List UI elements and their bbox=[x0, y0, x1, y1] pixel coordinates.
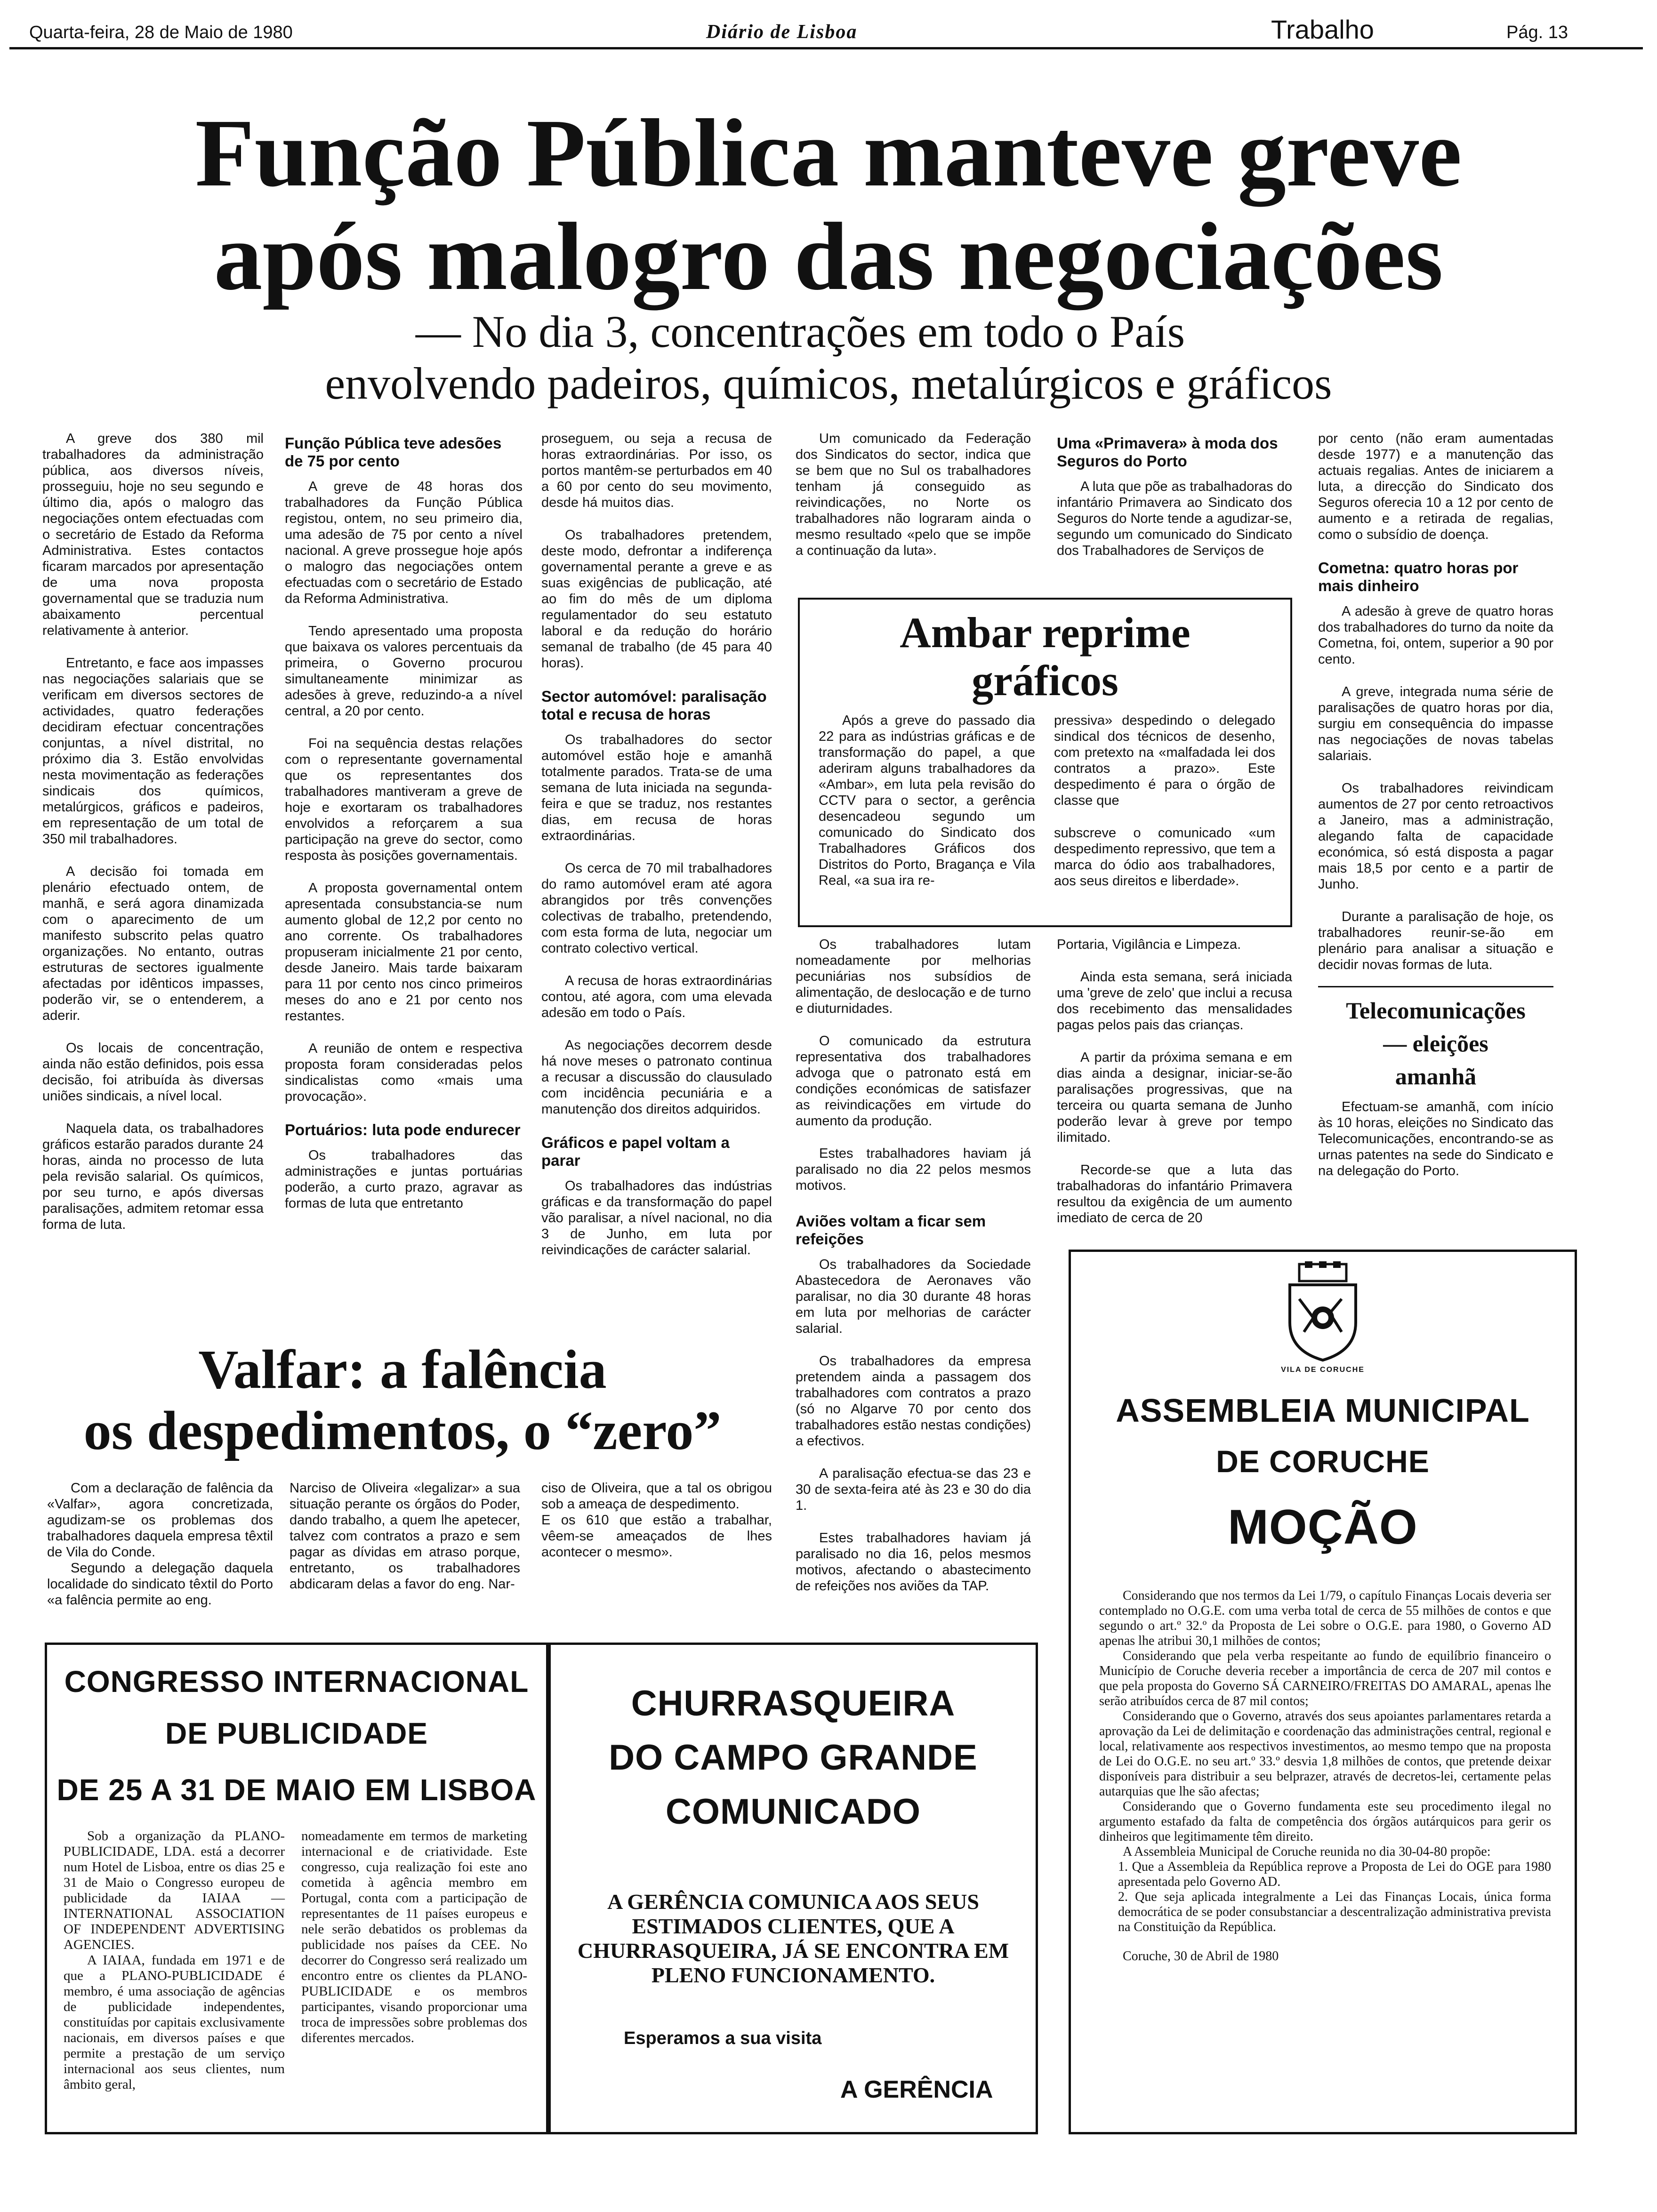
churrasqueira-title-2: DO CAMPO GRANDE bbox=[609, 1738, 978, 1778]
main-col-2 bbox=[285, 431, 523, 1228]
page-header bbox=[0, 14, 1657, 52]
congresso-col-1 bbox=[64, 1828, 285, 2109]
paragraph: A greve de 48 horas dos trabalhadores da Função Pública registou, ontem, no seu primeiro dia, uma adesão de 75 por cento a nível nacional. A greve prossegue hoje após o malogro das negociações ontem efectuadas com o secretário de Estado da Reforma Administrativa. bbox=[285, 479, 523, 606]
telecom-title-line2: — eleições bbox=[1383, 1030, 1488, 1057]
coruche-seal-text: VILA DE CORUCHE bbox=[1281, 1366, 1365, 1374]
main-col-5-top bbox=[1057, 431, 1292, 575]
paragraph: por cento (não eram aumentadas desde 1977) e a manutenção das actuais regalias. Antes de iniciarem a luta, a direcção do Sindicato dos Seguros oferecia 10 a 12 por cento de aumento e a retirada de regalias, como o subsídio de doença. bbox=[1318, 431, 1553, 542]
paragraph: Os cerca de 70 mil trabalhadores do ramo automóvel eram até agora abrangidos por três convenções colectivas de trabalho, pretendendo, com esta forma de luta, negociar um contrato colectivo vertical. bbox=[541, 861, 772, 956]
main-headline-line2: após malogro das negociações bbox=[214, 202, 1443, 310]
churrasqueira-title-1: CHURRASQUEIRA bbox=[631, 1683, 956, 1723]
paragraph: Um comunicado da Federação dos Sindicatos do sector, indica que se bem que no Sul os trabalhadores tenham já conseguido as reivindicações, no Norte os trabalhadores não lograram ainda o mesmo resultado «pelo que se impõe a continuação da luta». bbox=[796, 431, 1031, 558]
paragraph: ciso de Oliveira, que a tal os obrigou sob a ameaça de despedimento. E os 610 que estão a trabalhar, vêem-se ameaçados de lhes acontecer o mesmo». bbox=[541, 1481, 772, 1560]
coruche-title-2: DE CORUCHE bbox=[1216, 1444, 1430, 1479]
paragraph: A adesão à greve de quatro horas dos trabalhadores do turno da noite da Cometna, foi, ontem, superior a 90 por cento. bbox=[1318, 604, 1553, 667]
paragraph: As negociações decorrem desde há nove meses o patronato continua a recusar a discussão do clausulado com incidência pecuniária e a manutenção dos direitos adquiridos. bbox=[541, 1038, 772, 1117]
main-headline-line1: Função Pública manteve greve bbox=[195, 99, 1462, 207]
congresso-title-1: CONGRESSO INTERNACIONAL bbox=[64, 1665, 529, 1699]
ambar-title-line2: gráficos bbox=[972, 657, 1118, 705]
masthead: Diário de Lisboa bbox=[706, 21, 858, 43]
coruche-date: Coruche, 30 de Abril de 1980 bbox=[1123, 1949, 1279, 1964]
paragraph: Ainda esta semana, será iniciada uma 'greve de zelo' que inclui a recusa dos recebimento das mensalidades pagas pelos pais das crianças. bbox=[1057, 970, 1292, 1033]
ambar-title-line1: Ambar reprime bbox=[900, 609, 1190, 657]
paragraph: A IAIAA, fundada em 1971 e de que a PLANO-PUBLICIDADE é membro, é uma associação de agências de publicidade independentes, constituídas por capitais exclusivamente nacionais, em diversos países e que permite a prestação de um serviço internacional aos seus clientes, num âmbito geral, bbox=[64, 1953, 285, 2092]
valfar-col-1 bbox=[47, 1480, 273, 1625]
paragraph: Segundo a delegação daquela localidade do sindicato têxtil do Porto «a falência permite ao eng. bbox=[47, 1561, 273, 1608]
paragraph: nomeadamente em termos de marketing internacional e de criatividade. Este congresso, cuja realização foi este ano cometida à agência membro em Portugal, conta com a participação de representantes de 11 países europeus e nele serão debatidos os problemas da publicidade nos países da CEE. No decorrer do Congresso será realizado um encontro entre os clientes da PLANO-PUBLICIDADE e os membros participantes, visando proporcionar uma troca de impressões sobre problemas dos diferentes mercados. bbox=[301, 1828, 527, 2045]
paragraph: A recusa de horas extraordinárias contou, até agora, com uma elevada adesão em todo o País. bbox=[541, 973, 772, 1020]
coat-of-arms-icon bbox=[1271, 1261, 1375, 1365]
coruche-seal bbox=[1271, 1261, 1375, 1365]
paragraph: A partir da próxima semana e em dias ainda a designar, iniciar-se-ão paralisações progressivas, que na terceira ou quarta semana de Junho poderão levar à greve por tempo ilimitado. bbox=[1057, 1050, 1292, 1145]
paragraph: Narciso de Oliveira «legalizar» a sua situação perante os órgãos do Poder, dando trabalho, a quem lhe apetecer, talvez com contratos a prazo e sem pagar as dívidas em atraso porque, entretanto, os trabalhadores abdicaram delas a favor do eng. Nar- bbox=[290, 1481, 520, 1592]
header-date: Quarta-feira, 28 de Maio de 1980 bbox=[29, 23, 293, 42]
list-item: 1. Que a Assembleia da República reprove a Proposta de Lei do OGE para 1980 apresentada pelo Governo AD. bbox=[1118, 1859, 1551, 1889]
paragraph: Os locais de concentração, ainda não estão definidos, pois essa decisão, foi atribuída às diversas uniões sindicais, a nível local. bbox=[42, 1041, 264, 1104]
ambar-box bbox=[798, 598, 1292, 927]
subheading-portuarios: Portuários: luta pode endurecer bbox=[285, 1121, 521, 1138]
paragraph: subscreve o comunicado «um despedimento repressivo, que tem a marca do ódio aos trabalhadores, aos seus direitos e liberdade». bbox=[1054, 825, 1275, 889]
subheading-cometna: Cometna: quatro horas por mais dinheiro bbox=[1318, 559, 1519, 594]
paragraph: Recorde-se que a luta das trabalhadoras do infantário Primavera resultou da exigência de um aumento imediato de cerca de 20 bbox=[1057, 1162, 1292, 1226]
congresso-col-2 bbox=[301, 1828, 527, 2062]
churrasqueira-footer-right: A GERÊNCIA bbox=[840, 2076, 993, 2103]
paragraph: A proposta governamental ontem apresentada consubstancia-se num aumento global de 12,2 por cento no ano corrente. Os trabalhadores propuseram inicialmente 21 por cento, desde Janeiro. Mais tarde baixaram para 11 por cento nos cinco primeiros meses do ano e 21 por cento nos restantes. bbox=[285, 881, 523, 1024]
ambar-col-1 bbox=[819, 713, 1035, 905]
paragraph: A reunião de ontem e respectiva proposta foram consideradas pelos sindicalistas como «mais uma provocação». bbox=[285, 1041, 523, 1104]
paragraph: Durante a paralisação de hoje, os trabalhadores reunir-se-ão em plenário para analisar a situação e decidir novas formas de luta. bbox=[1318, 909, 1553, 972]
list-item: 2. Que seja aplicada integralmente a Lei das Finanças Locais, única forma democrática de se poder consubstanciar a descentralização administrativa prevista na Constituição da República. bbox=[1118, 1890, 1551, 1934]
paragraph: Considerando que o Governo, através dos seus apoiantes parlamentares retarda a aprovação da Lei de delimitação e coordenação das administrações central, regional e local, relativamente aos respectivos investimentos, ao mesmo tempo que na proposta de Lei do O.G.E. no seu art.º 33.º desvia 1,8 milhões de contos, que pretende deixar disponíveis para distribuir a seu belprazer, através de decretos-lei, certamente pelas autarquias que lhe são afectas; bbox=[1099, 1709, 1551, 1799]
churrasqueira-footer-left: Esperamos a sua visita bbox=[624, 2028, 822, 2048]
paragraph: Após a greve do passado dia 22 para as indústrias gráficas e de transformação do papel, a que aderiram alguns trabalhadores da «Ambar», em luta pela revisão do CCTV para o sector, a gerência desencadeou segundo um comunicado do Sindicato dos Trabalhadores Gráficos dos Distritos do Porto, Bragança e Vila Real, «a sua ira re- bbox=[819, 713, 1035, 888]
paragraph: A greve, integrada numa série de paralisações de quatro horas por dia, surgiu em consequência do impasse nas negociações de novas tabelas salariais. bbox=[1318, 684, 1553, 763]
subheading-avioes: Aviões voltam a ficar sem refeições bbox=[796, 1212, 986, 1248]
paragraph: Foi na sequência destas relações com o representante governamental que os representantes dos trabalhadores mantiveram a greve de hoje e exortaram os trabalhadores envolvidos a reforçarem a sua participação na greve do sector, como resposta às posições governamentais. bbox=[285, 736, 523, 863]
paragraph: Tendo apresentado uma proposta que baixava os valores percentuais da primeira, o Governo procurou simultaneamente minimizar as adesões à greve, reduzindo-a a nível central, a 20 por cento. bbox=[285, 624, 523, 719]
paragraph: Os trabalhadores pretendem, deste modo, defrontar a indiferença governamental perante a greve e as suas exigências de publicação, até ao fim do mês de um diploma regulamentador do seu estatuto laboral e da redução do horário semanal de trabalho (de 45 para 40 horas). bbox=[541, 528, 772, 671]
coruche-title-1: ASSEMBLEIA MUNICIPAL bbox=[1116, 1392, 1530, 1429]
congresso-title-2: DE PUBLICIDADE bbox=[165, 1716, 428, 1750]
paragraph: Portaria, Vigilância e Limpeza. bbox=[1057, 937, 1241, 952]
paragraph: proseguem, ou seja a recusa de horas extraordinárias. Por isso, os portos mantêm-se perturbados em 40 a 60 por cento do seu movimento, desde há muitos dias. bbox=[541, 431, 772, 510]
paragraph: Considerando que o Governo fundamenta este seu procedimento ilegal no argumento estafado da falta de competência dos órgãos autárquicos para gerir os dinheiros que legitimamente têm direito. bbox=[1099, 1799, 1551, 1844]
paragraph: Entretanto, e face aos impasses nas negociações salariais que se verificam em diversos sectores de actividades, quatro federações decidiram efectuar concentrações conjuntas, a nível distrital, no próximo dia 3. Estão envolvidas nesta movimentação as federações sindicais dos químicos, metalúrgicos, gráficos e padeiros, em representação de um total de 350 mil trabalhadores. bbox=[42, 656, 264, 847]
congresso-title-3: DE 25 A 31 DE MAIO EM LISBOA bbox=[56, 1773, 537, 1807]
paragraph: A decisão foi tomada em plenário efectuado ontem, de manhã, e será agora dinamizada com o aparecimento de um manifesto subscrito pelas quatro organizações. No entanto, outras estruturas de sectores igualmente afectadas por idênticos impasses, poderão vir, se o entenderem, a aderir. bbox=[42, 864, 264, 1023]
subheading-primavera: Uma «Primavera» à moda dos Seguros do Porto bbox=[1057, 434, 1278, 470]
page-number: Pág. 13 bbox=[1506, 23, 1568, 42]
main-col-4-bottom bbox=[796, 937, 1031, 1611]
paragraph: pressiva» despedindo o delegado sindical dos técnicos de desenho, com pretexto na «malfadada lei dos contratos a prazo». Este despedimento é para o órgão de classe que bbox=[1054, 713, 1275, 808]
telecom-body bbox=[1318, 1099, 1553, 1195]
paragraph: Os trabalhadores das administrações e juntas portuárias poderão, a curto prazo, agravar as formas de luta que entretanto bbox=[285, 1148, 523, 1211]
paragraph: Os trabalhadores da Sociedade Abastecedora de Aeronaves vão paralisar, no dia 30 durante 48 horas em luta por melhorias de carácter salarial. bbox=[796, 1257, 1031, 1336]
coruche-title-3: MOÇÃO bbox=[1228, 1500, 1418, 1555]
paragraph: O comunicado da estrutura representativa dos trabalhadores advoga que o patronato está em condições económicas de satisfazer as reivindicações em virtude do aumento da produção. bbox=[796, 1034, 1031, 1129]
subheading-funcao-publica: Função Pública teve adesões de 75 por cento bbox=[285, 434, 502, 470]
valfar-title-line2: os despedimentos, o “zero” bbox=[83, 1400, 722, 1461]
main-col-3 bbox=[541, 431, 772, 1274]
paragraph: A paralisação efectua-se das 23 e 30 de sexta-feira até às 23 e 30 do dia 1. bbox=[796, 1466, 1031, 1513]
paragraph: Os trabalhadores da empresa pretendem ainda a passagem dos trabalhadores com contratos a prazo (só no Algarve 70 por cento dos trabalhadores estão nestas condições) a efectivos. bbox=[796, 1354, 1031, 1449]
subheading-sector-automovel: Sector automóvel: paralisação total e recusa de horas bbox=[541, 688, 767, 723]
main-col-1 bbox=[42, 431, 264, 1249]
valfar-title-line1: Valfar: a falência bbox=[198, 1338, 607, 1400]
paragraph: Considerando que nos termos da Lei 1/79, o capítulo Finanças Locais deveria ser contemplado no O.G.E. com uma verba total de cerca de 55 milhões de contos e que segundo o art.º 32.º da Proposta de Lei sobre o O.G.E. para 1980, o Governo AD apenas lhe atribui 30,1 milhões de contos; bbox=[1099, 1588, 1551, 1648]
paragraph: A Assembleia Municipal de Coruche reunida no dia 30-04-80 propõe: bbox=[1123, 1844, 1491, 1859]
paragraph: Os trabalhadores reivindicam aumentos de 27 por cento retroactivos a Janeiro, mas a administração, alegando falta de capacidade económica, só está disposta a pagar mais 18,5 por cento e a partir de Junho. bbox=[1318, 781, 1553, 892]
ad-coruche bbox=[1069, 1250, 1577, 2134]
ad-congresso bbox=[45, 1643, 548, 2134]
main-col-6 bbox=[1318, 431, 1553, 989]
paragraph: Estes trabalhadores haviam já paralisado no dia 22 pelos mesmos motivos. bbox=[796, 1146, 1031, 1193]
paragraph: Naquela data, os trabalhadores gráficos estarão parados durante 24 horas, ainda no processo de luta pela revisão salarial. Os químicos, por seu turno, e após diversas paralisações, admitem retomar essa forma de luta. bbox=[42, 1121, 264, 1232]
main-subtitle-line1: — No dia 3, concentrações em todo o País bbox=[415, 306, 1185, 357]
paragraph: Os trabalhadores lutam nomeadamente por melhorias pecuniárias nos subsídios de alimentação, de deslocação e de turno e diuturnidades. bbox=[796, 937, 1031, 1016]
paragraph: Com a declaração de falência da «Valfar», agora concretizada, agudizam-se os problemas dos trabalhadores daquela empresa têxtil de Vila do Conde. bbox=[47, 1481, 273, 1560]
header-rule bbox=[9, 47, 1643, 49]
paragraph: A luta que põe as trabalhadoras do infantário Primavera ao Sindicato dos Seguros do Norte tende a agudizar-se, segundo um comunicado do Sindicato dos Trabalhadores de Serviços de bbox=[1057, 479, 1292, 558]
paragraph: Os trabalhadores do sector automóvel estão hoje e amanhã totalmente parados. Trata-se de uma semana de luta iniciada na segunda-feira e que se traduz, nos restantes dias, em recusa de horas extraordinárias. bbox=[541, 732, 772, 843]
valfar-col-2 bbox=[290, 1480, 520, 1609]
subheading-graficos-papel: Gráficos e papel voltam a parar bbox=[541, 1134, 730, 1169]
paragraph: A greve dos 380 mil trabalhadores da administração pública, aos diversos níveis, prosseguiu, hoje no seu segundo e último dia, após o malogro das negociações ontem efectuadas com o secretário de Estado da Reforma Administrativa. Estes contactos ficaram marcados por apresentação de uma nova proposta governamental que se traduzia num abaixamento percentual relativamente à anterior. bbox=[42, 431, 264, 638]
ad-churrasqueira bbox=[548, 1643, 1038, 2134]
churrasqueira-title-3: COMUNICADO bbox=[666, 1792, 921, 1832]
paragraph: Estes trabalhadores haviam já paralisado no dia 16, pelos mesmos motivos, afectando o abastecimento de refeições nos aviões da TAP. bbox=[796, 1531, 1031, 1594]
paragraph: Efectuam-se amanhã, com início às 10 horas, eleições no Sindicato das Telecomunicações, encontrando-se as urnas patentes na sede do Sindicato e na delegação do Porto. bbox=[1318, 1099, 1553, 1178]
coruche-body bbox=[1099, 1588, 1551, 1980]
main-col-5-bottom bbox=[1057, 937, 1292, 1242]
paragraph: Os trabalhadores das indústrias gráficas e da transformação do papel vão paralisar, a nível nacional, no dia 3 de Junho, em luta por reivindicações de carácter salarial. bbox=[541, 1178, 772, 1258]
paragraph: Sob a organização da PLANO-PUBLICIDADE, LDA. está a decorrer num Hotel de Lisboa, entre os dias 25 e 31 de Maio o Congresso europeu de publicidade da IAIAA — INTERNATIONAL ASSOCIATION OF INDEPENDENT ADVERTISING AGENCIES. bbox=[64, 1828, 285, 1952]
telecom-title-line1: Telecomunicações bbox=[1346, 997, 1526, 1024]
telecom-title-line3: amanhã bbox=[1395, 1063, 1477, 1090]
paragraph: Considerando que pela verba respeitante ao fundo de equilíbrio financeiro o Município de Coruche deveria receber a importância de cerca de 207 mil contos e que pela proposta do Governo SÁ CARNEIRO/FREITAS DO AMARAL, apenas lhe serão atribuídos cerca de 87 mil contos; bbox=[1099, 1649, 1551, 1708]
telecom-rule bbox=[1318, 986, 1553, 987]
section-title: Trabalho bbox=[1271, 15, 1374, 44]
main-col-4-top bbox=[796, 431, 1031, 575]
valfar-col-3 bbox=[541, 1480, 772, 1577]
ambar-col-2 bbox=[1054, 713, 1275, 906]
churrasqueira-body: A GERÊNCIA COMUNICA AOS SEUS ESTIMADOS CLIENTES, QUE A CHURRASQUEIRA, JÁ SE ENCONTRA EM PLENO FUNCIONAMENTO. bbox=[577, 1890, 1009, 1987]
main-subtitle-line2: envolvendo padeiros, químicos, metalúrgicos e gráficos bbox=[325, 358, 1332, 409]
